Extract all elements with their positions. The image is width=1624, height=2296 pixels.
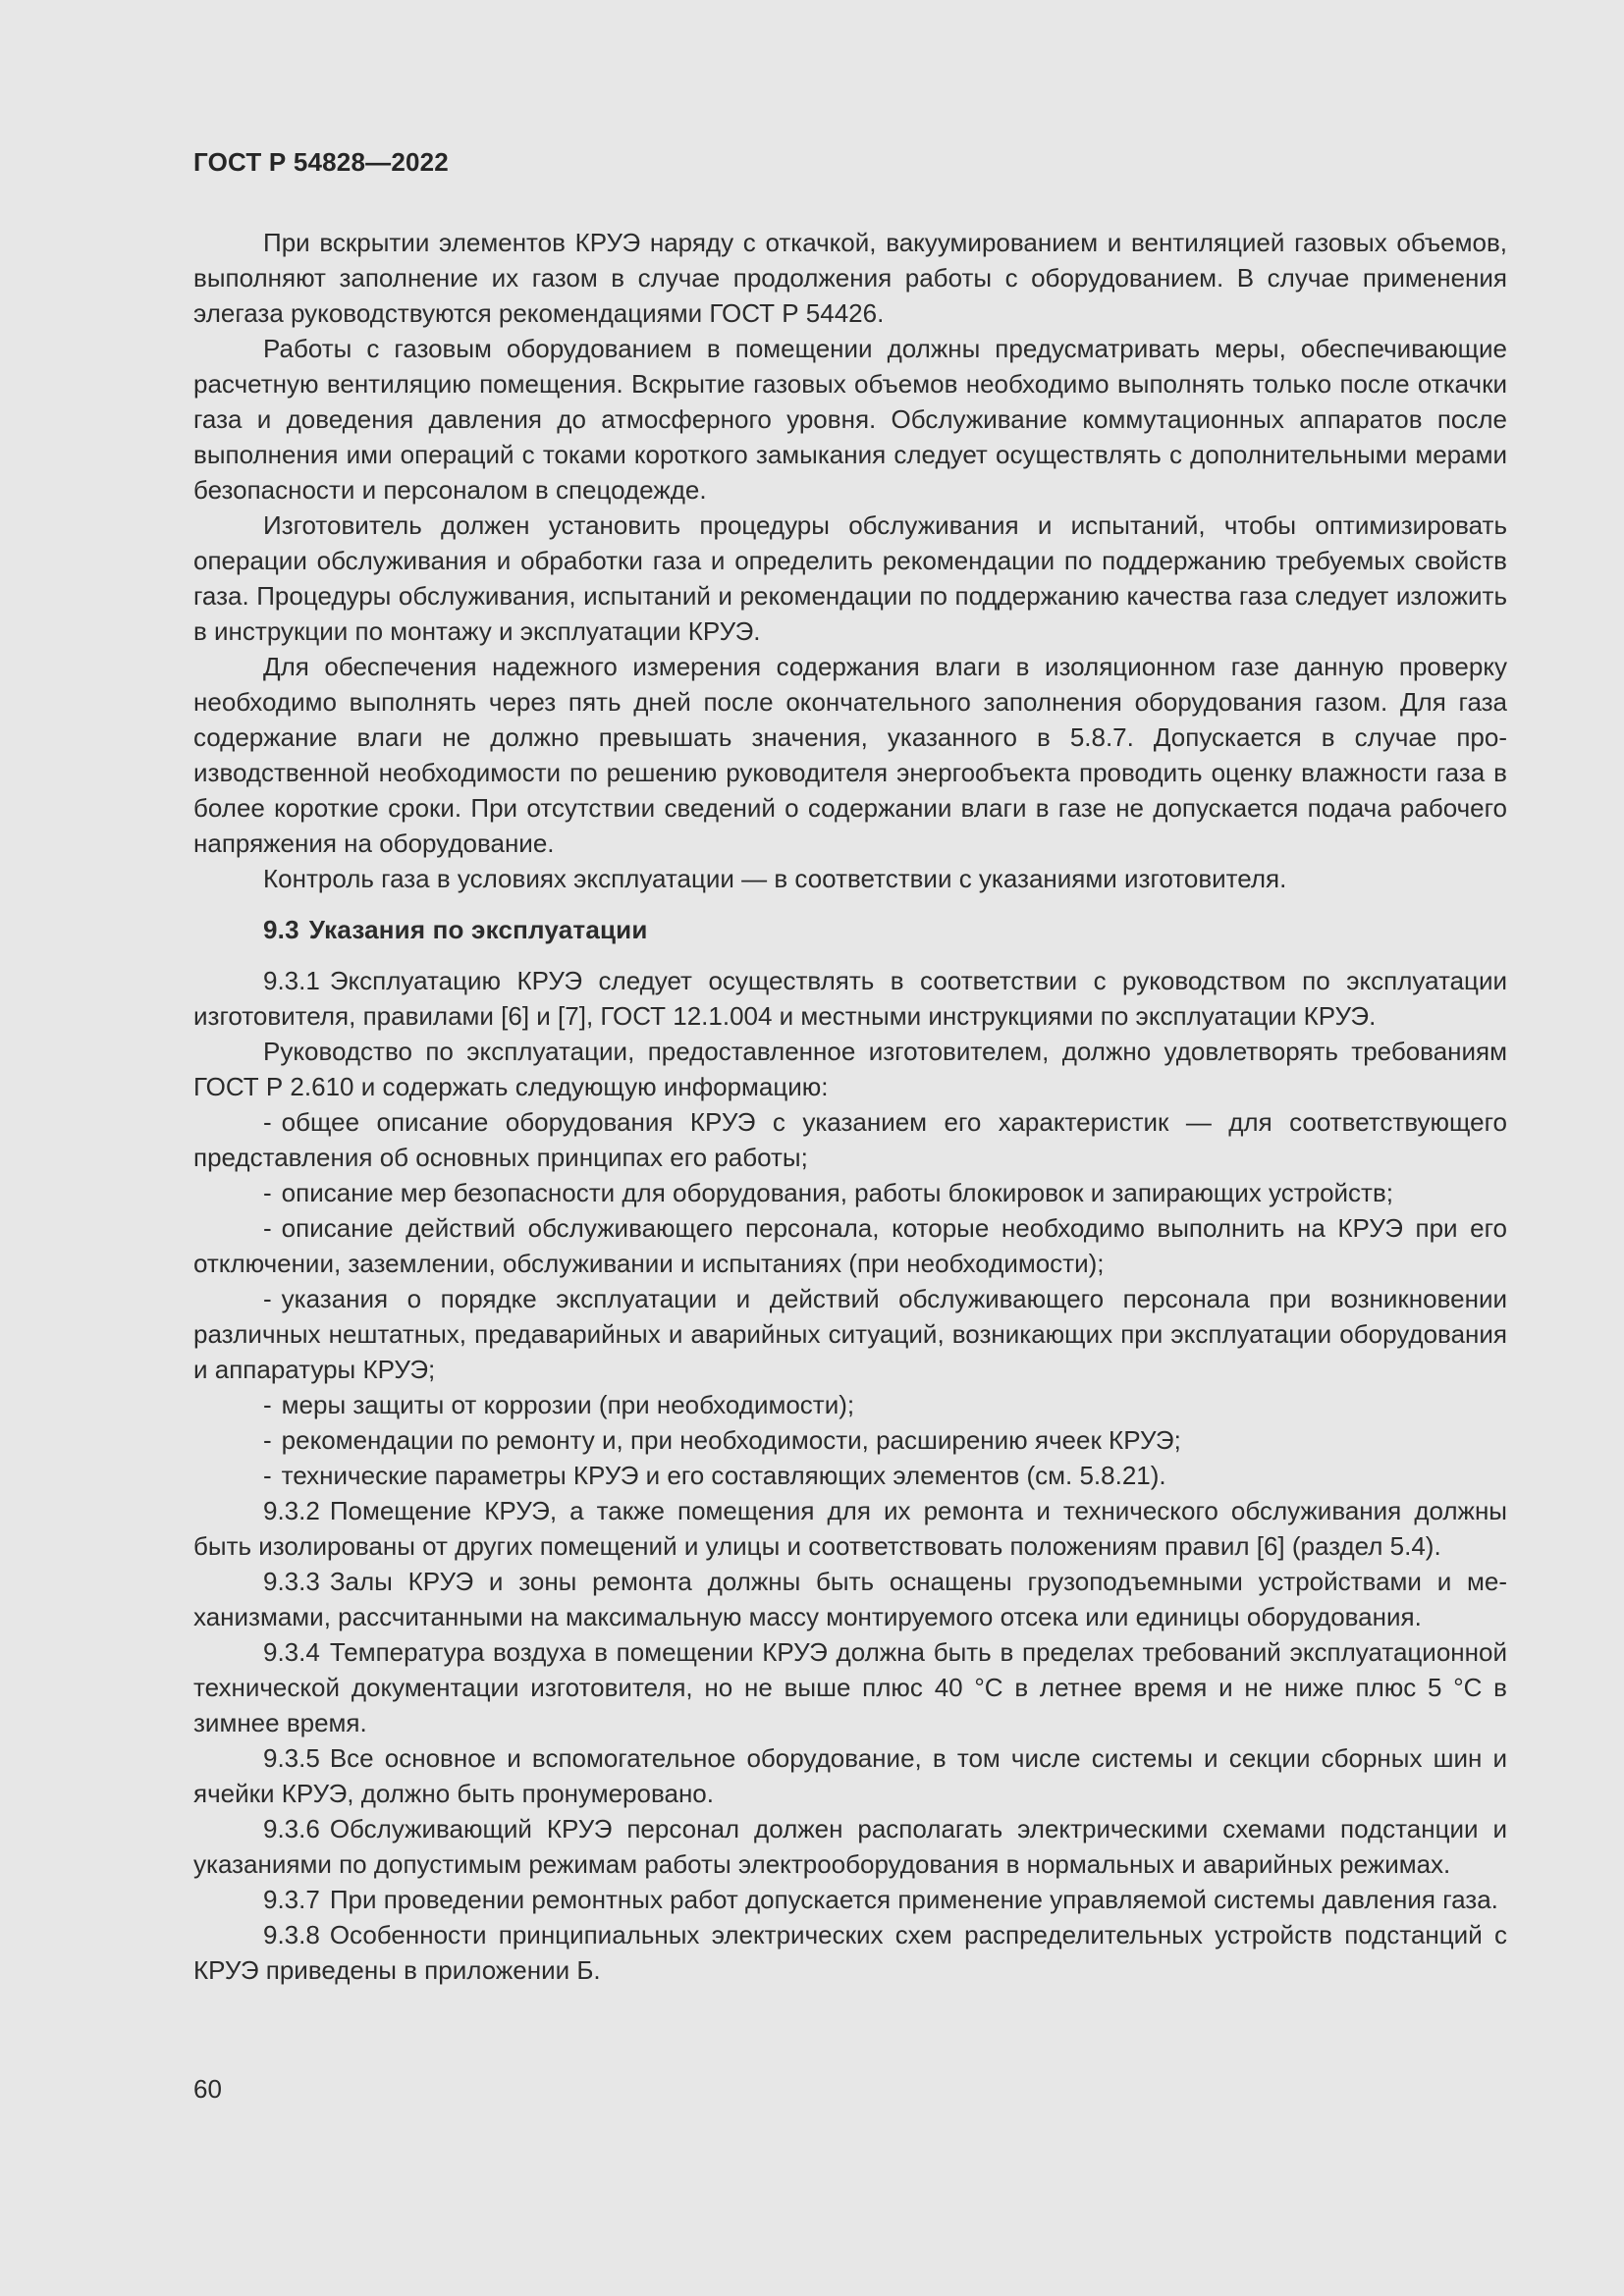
clause-number: 9.3.1	[263, 966, 320, 995]
list-dash: -	[263, 1461, 272, 1490]
clause-9-3-3	[193, 1564, 1507, 1634]
paragraph-manual-requirements: Руководство по эксплуатации, предоставленное изготовителем, должно удовлетворять требованиям ГОСТ Р 2.610 и содержать следующую информацию:	[193, 1037, 1507, 1101]
clause-text: Особенности принципиальных электрических схем распределительных устройств подстанций с КРУЭ приведены в приложении Б.	[193, 1920, 1507, 1985]
paragraph-moisture-check: Для обеспечения надежного измерения содержания влаги в изоляционном газе данную проверку необходимо выполнять через пять дней после окончательного заполнения оборудования газом. Для газа содержание влаги не должно превышать значения, указанного в 5.8.7. Допускается в случае производственной необходимости по решению руководителя энергообъекта проводить оценку влажности газа в более короткие сроки. При отсутствии сведений о содержании влаги в газе не допускается подача рабочего напряжения на оборудование.	[193, 652, 1507, 858]
clause-text: Эксплуатацию КРУЭ следует осуществлять в соответствии с руководством по эксплуатации изготовителя, правилами [6] и [7], ГОСТ 12.1.004 и местными инструкциями по эксплуатации КРУЭ.	[193, 966, 1507, 1031]
list-dash: -	[263, 1178, 272, 1207]
list-dash: -	[263, 1425, 272, 1455]
clause-number: 9.3.4	[263, 1637, 320, 1667]
list-item: - описание мер безопасности для оборудования, работы блокировок и запирающих устройств;	[263, 1178, 1394, 1207]
clause-text: Залы КРУЭ и зоны ремонта должны быть оснащены грузоподъемными устройствами и механизмами, рассчитанными на максимальную массу монтируемого отсека или единицы оборудования.	[193, 1567, 1507, 1631]
list-dash: -	[263, 1213, 272, 1243]
list-dash: -	[263, 1390, 272, 1419]
clause-9-3-6	[193, 1811, 1507, 1882]
list-dash: -	[263, 1284, 272, 1313]
clause-9-3-8	[193, 1917, 1507, 1988]
clause-9-3-2	[193, 1493, 1507, 1564]
document-header: ГОСТ Р 54828—2022	[193, 147, 449, 177]
list-item: - общее описание оборудования КРУЭ с указанием его характеристик — для соответствующего представления об основных принципах его работы;	[193, 1107, 1507, 1172]
clause-number: 9.3.3	[263, 1567, 320, 1596]
clause-number: 9.3.6	[263, 1814, 320, 1843]
list-item: - описание действий обслуживающего персонала, которые необходимо выполнить на КРУЭ при его отключении, заземлении, обслуживании и испытаниях (при необходимости);	[193, 1213, 1507, 1278]
section-heading	[193, 912, 1507, 947]
paragraph-maintenance-procedures: Изготовитель должен установить процедуры обслуживания и испытаний, чтобы оптимизировать операции обслуживания и обработки газа и определить рекомендации по поддержанию требуемых свойств газа. Процедуры обслуживания, испытаний и рекомендации по поддержанию качества газа следует изложить в инструкции по монтажу и эксплуатации КРУЭ.	[193, 510, 1507, 646]
clause-text: Помещение КРУЭ, а также помещения для их ремонта и технического обслуживания должны быть изолированы от других помещений и улицы и соответствовать положениям правил [6] (раздел 5.4).	[193, 1496, 1507, 1561]
clause-text: При проведении ремонтных работ допускается применение управляемой системы давления газа.	[329, 1885, 1498, 1914]
clause-9-3-1	[193, 963, 1507, 1034]
section-title: Указания по эксплуатации	[308, 915, 648, 944]
section-number: 9.3	[263, 915, 299, 944]
clause-9-3-5	[193, 1740, 1507, 1811]
list-item: - технические параметры КРУЭ и его составляющих элементов (см. 5.8.21).	[263, 1461, 1166, 1490]
page-body	[193, 225, 1507, 1988]
clause-text: Все основное и вспомогательное оборудование, в том числе системы и секции сборных шин и ячейки КРУЭ, должно быть пронумеровано.	[193, 1743, 1507, 1808]
clause-text: Температура воздуха в помещении КРУЭ должна быть в пределах требований эксплуатационной технической документации изготовителя, но не выше плюс 40 °С в летнее время и не ниже плюс 5 °С в зимнее время.	[193, 1637, 1507, 1737]
paragraph-gas-control: Контроль газа в условиях эксплуатации — в соответствии с указаниями изготовителя.	[263, 864, 1287, 893]
page-number: 60	[193, 2074, 222, 2104]
list-dash: -	[263, 1107, 272, 1137]
clause-number: 9.3.2	[263, 1496, 320, 1525]
clause-number: 9.3.5	[263, 1743, 320, 1773]
clause-number: 9.3.7	[263, 1885, 320, 1914]
list-item: - рекомендации по ремонту и, при необходимости, расширению ячеек КРУЭ;	[263, 1425, 1181, 1455]
paragraph-gas-filling: При вскрытии элементов КРУЭ наряду с откачкой, вакуумированием и вентиляцией газовых объемов, выполняют заполнение их газом в случае продолжения работы с оборудованием. В случае применения элегаза руководствуются рекомендациями ГОСТ Р 54426.	[193, 228, 1507, 328]
list-item: - указания о порядке эксплуатации и действий обслуживающего персонала при возникновении различных нештатных, предаварийных и аварийных ситуаций, возникающих при эксплуатации оборудования и аппаратуры КРУЭ;	[193, 1284, 1507, 1384]
clause-text: Обслуживающий КРУЭ персонал должен располагать электрическими схемами подстанции и указаниями по допустимым режимам работы электрооборудования в нормальных и аварийных режимах.	[193, 1814, 1507, 1879]
list-item: - меры защиты от коррозии (при необходимости);	[263, 1390, 855, 1419]
clause-9-3-4	[193, 1634, 1507, 1740]
clause-9-3-7	[193, 1882, 1507, 1917]
paragraph-ventilation: Работы с газовым оборудованием в помещении должны предусматривать меры, обеспечивающие расчетную вентиляцию помещения. Вскрытие газовых объемов необходимо выполнять только после откачки газа и доведения давления до атмосферного уровня. Обслуживание коммутационных аппаратов после выполнения ими операций с токами короткого замыкания следует осуществлять с дополнительными мерами безопасности и персоналом в спецодежде.	[193, 334, 1507, 505]
clause-number: 9.3.8	[263, 1920, 320, 1949]
